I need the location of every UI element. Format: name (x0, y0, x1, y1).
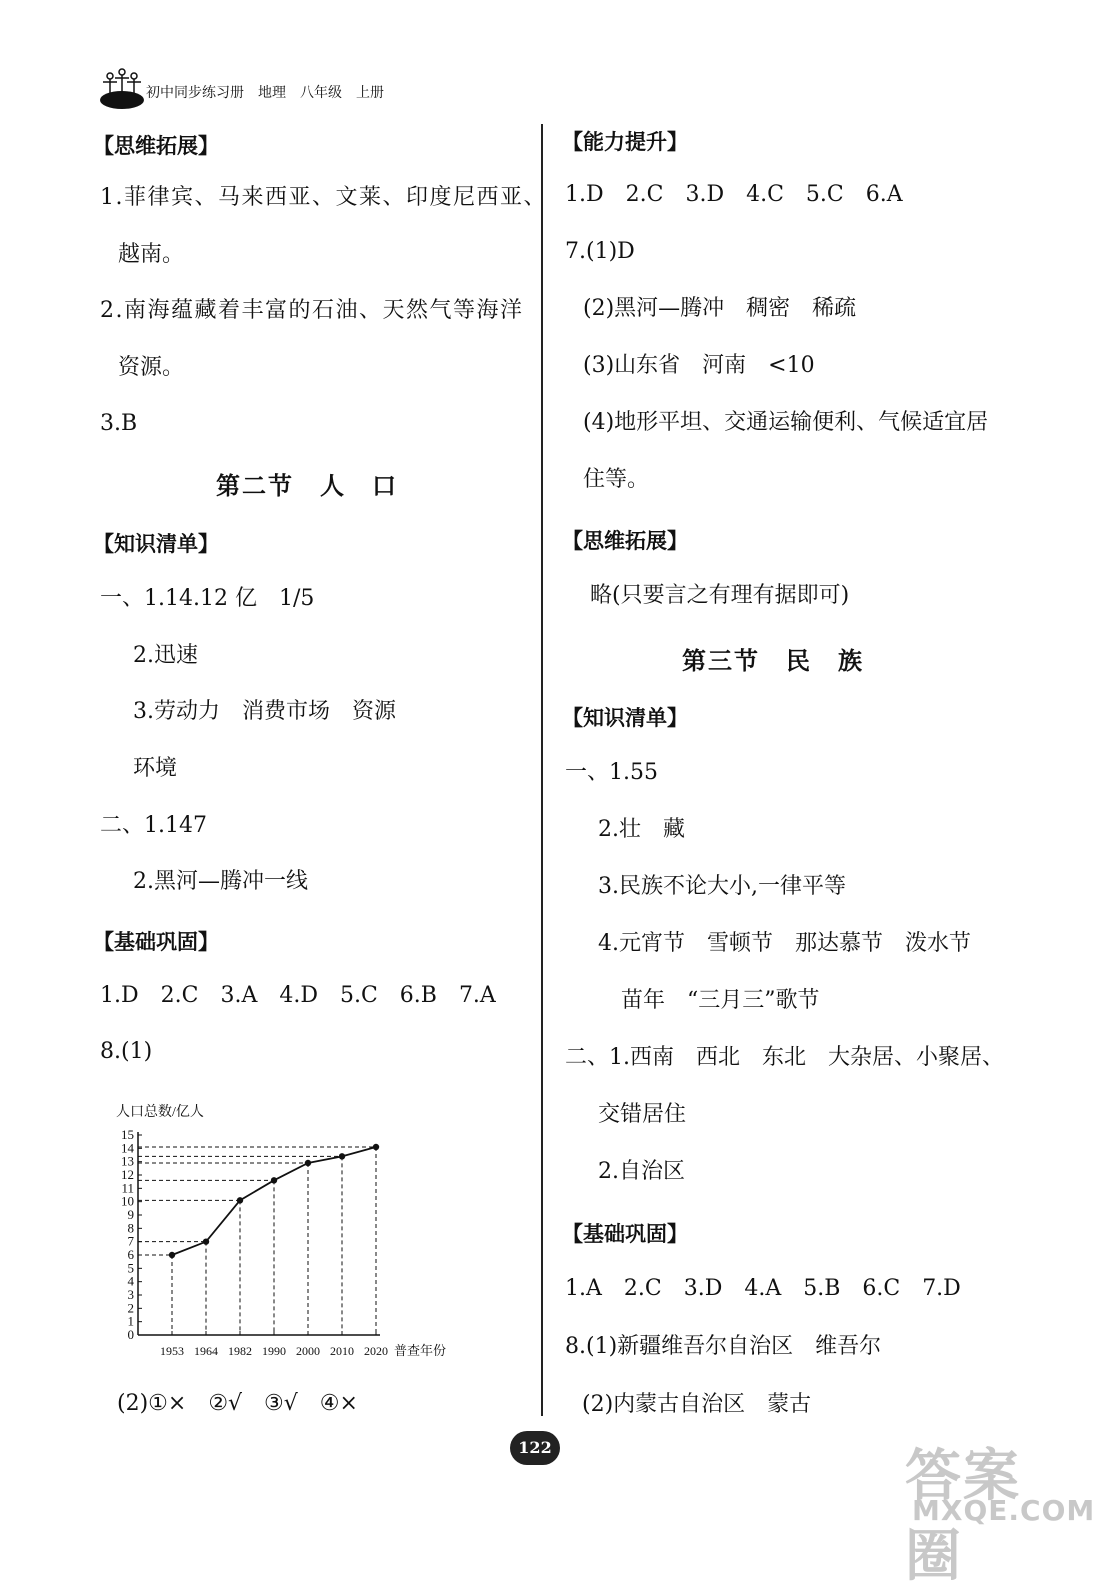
column-divider (541, 124, 543, 1416)
answer-line: 苗年 “三月三”歌节 (621, 988, 820, 1013)
y-tick-label: 13 (121, 1153, 134, 1169)
answer-line: 1.A 2.C 3.D 4.A 5.B 6.C 7.D (565, 1276, 961, 1301)
y-tick-label: 7 (127, 1233, 134, 1249)
answer-line: 一、1.55 (565, 760, 658, 785)
answer-line: 住等。 (583, 467, 650, 492)
section-title: 第二节 人 口 (216, 471, 398, 500)
y-tick-label: 4 (127, 1273, 134, 1289)
answer-line: 交错居住 (598, 1102, 687, 1127)
section-heading: 【基础巩固】 (562, 1221, 688, 1246)
section-title: 第三节 民 族 (682, 646, 864, 675)
answer-line: 2.迅速 (133, 643, 198, 668)
x-tick-label: 1964 (194, 1344, 218, 1358)
answer-line: 3.民族不论大小,一律平等 (598, 874, 846, 899)
answer-line: (4)地形平坦、交通运输便利、气候适宜居 (583, 410, 989, 435)
x-tick-label: 2010 (330, 1344, 354, 1358)
data-point (169, 1252, 175, 1258)
data-point (203, 1238, 209, 1244)
y-tick-label: 14 (121, 1140, 134, 1156)
y-tick-label: 1 (127, 1313, 134, 1329)
section-heading: 【能力提升】 (562, 129, 688, 154)
population-line-chart (106, 1092, 486, 1372)
book-title: 初中同步练习册 地理 八年级 上册 (146, 85, 384, 101)
answer-line: (2)内蒙古自治区 蒙古 (582, 1392, 812, 1417)
answer-line: (3)山东省 河南 <10 (583, 353, 815, 378)
y-tick-label: 6 (127, 1247, 134, 1262)
y-tick-label: 10 (121, 1193, 134, 1209)
y-axis-label: 人口总数/亿人 (116, 1105, 204, 1120)
answer-line: 3.B (100, 411, 138, 436)
answer-line: 8.(1) (100, 1039, 153, 1064)
data-point (373, 1144, 379, 1150)
answer-line: 7.(1)D (565, 239, 635, 264)
y-tick-label: 11 (121, 1180, 134, 1196)
answer-line: 二、1.147 (100, 813, 207, 838)
y-tick-label: 2 (127, 1300, 134, 1316)
x-tick-label: 2000 (296, 1344, 320, 1358)
answer-line: 略(只要言之有理有据即可) (590, 583, 850, 608)
answer-line: 8.(1)新疆维吾尔自治区 维吾尔 (565, 1334, 882, 1359)
y-tick-label: 8 (127, 1220, 134, 1236)
section-heading: 【知识清单】 (93, 531, 219, 556)
answer-line: 2.壮 藏 (598, 817, 685, 842)
y-tick-label: 15 (121, 1127, 134, 1142)
y-tick-label: 5 (127, 1260, 134, 1276)
y-tick-label: 0 (127, 1327, 134, 1342)
data-point (339, 1153, 345, 1159)
y-tick-label: 12 (121, 1167, 134, 1182)
answer-line: 2.自治区 (598, 1159, 685, 1184)
x-axis-label: 普查年份 (394, 1343, 447, 1358)
answer-line: 一、1.14.12 亿 1/5 (100, 586, 315, 611)
section-heading: 【思维拓展】 (93, 133, 219, 158)
y-tick-label: 9 (127, 1207, 134, 1222)
data-point (305, 1160, 311, 1166)
answer-line: 2.黑河—腾冲一线 (133, 869, 308, 894)
y-tick-label: 3 (127, 1287, 134, 1302)
answer-line: 1.菲律宾、马来西亚、文莱、印度尼西亚、 (100, 185, 547, 210)
data-point (237, 1197, 243, 1203)
answer-line: 越南。 (118, 242, 185, 267)
answer-line: 2.南海蕴藏着丰富的石油、天然气等海洋 (100, 298, 524, 323)
header-logo-icon (98, 66, 146, 110)
page-number: 122 (510, 1431, 560, 1465)
answer-line: 1.D 2.C 3.A 4.D 5.C 6.B 7.A (100, 983, 496, 1008)
x-tick-label: 1982 (228, 1344, 252, 1358)
answer-line: 1.D 2.C 3.D 4.C 5.C 6.A (565, 182, 903, 207)
section-heading: 【知识清单】 (562, 705, 688, 730)
answer-line: (2)黑河—腾冲 稠密 稀疏 (583, 296, 857, 321)
answer-line: 资源。 (118, 355, 185, 380)
answer-line: 二、1.西南 西北 东北 大杂居、小聚居、 (565, 1045, 1004, 1070)
watermark-text: 答案圈 (905, 1444, 1021, 1589)
answer-line: (2)①× ②√ ③√ ④× (117, 1391, 358, 1416)
x-tick-label: 1953 (160, 1344, 184, 1358)
answer-line: 4.元宵节 雪顿节 那达慕节 泼水节 (598, 931, 971, 956)
x-tick-label: 1990 (262, 1344, 286, 1358)
x-tick-label: 2020 (364, 1344, 388, 1358)
section-heading: 【思维拓展】 (562, 528, 688, 553)
answer-line: 3.劳动力 消费市场 资源 (133, 699, 396, 724)
watermark-url: MXQE.COM (912, 1494, 1095, 1527)
section-heading: 【基础巩固】 (93, 929, 219, 954)
answer-line: 环境 (133, 756, 178, 781)
data-point (271, 1177, 277, 1183)
